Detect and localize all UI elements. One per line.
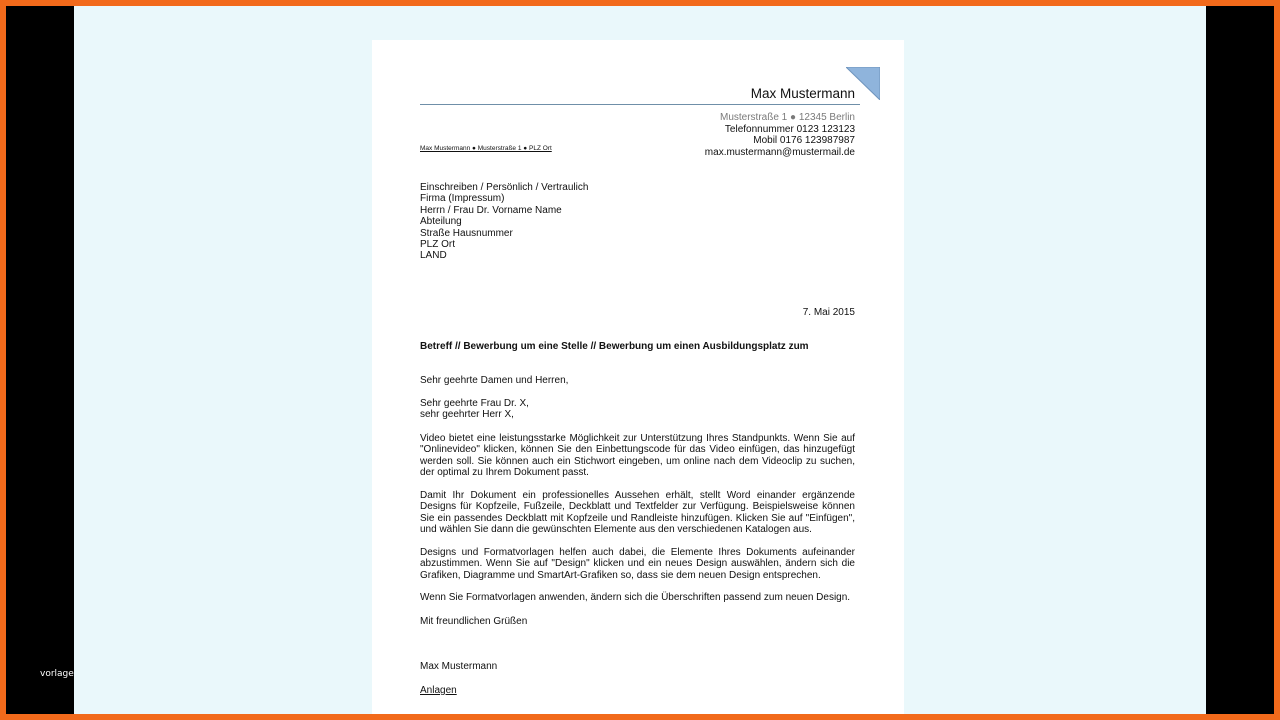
body-paragraph-4 — [420, 592, 855, 603]
subject-line: Betreff // Bewerbung um eine Stelle // Bewerbung um einen Ausbildungsplatz zum — [420, 341, 809, 352]
recipient-line: LAND — [420, 250, 447, 262]
closing: Mit freundlichen Grüßen — [420, 616, 528, 627]
body-paragraph-3 — [420, 547, 855, 581]
paragraph-text: Video bietet eine leistungsstarke Möglichkeit zur Unterstützung Ihres Standpunkts. Wenn Sie auf "Onlinevideo" klicken, können Sie den Einbettungscode für das Video einfügen, das hinzugefügt werden soll. Sie können auch ein Stichwort eingeben, um online nach dem Videoclip zu suchen, der optimal zu Ihrem Dokument passt. — [420, 433, 855, 479]
recipient-line: Straße Hausnummer — [420, 227, 513, 239]
sender-mobile: Mobil 0176 123987987 — [753, 135, 855, 146]
paragraph-text: Designs und Formatvorlagen helfen auch dabei, die Elemente Ihres Dokuments aufeinander abzustimmen. Wenn Sie auf "Design" klicken und ein neues Design auswählen, ändern sich die Grafiken, Diagramme und SmartArt-Grafiken so, dass sie dem neuen Design entsprechen. — [420, 547, 855, 581]
header-rule — [420, 104, 860, 105]
return-address-line: Max Mustermann ● Musterstraße 1 ● PLZ Ort — [420, 145, 552, 152]
paragraph-text: Wenn Sie Formatvorlagen anwenden, ändern sich die Überschriften passend zum neuen Design. — [420, 592, 851, 603]
recipient-address — [420, 182, 855, 262]
salutation-alt-2: sehr geehrter Herr X, — [420, 409, 514, 420]
salutation: Sehr geehrte Damen und Herren, — [420, 375, 569, 386]
recipient-line: Abteilung — [420, 216, 462, 228]
side-caption: vorlage — [40, 669, 74, 679]
sender-email: max.mustermann@mustermail.de — [704, 147, 855, 158]
signature-name: Max Mustermann — [420, 661, 498, 672]
sender-phone: Telefonnummer 0123 123123 — [724, 124, 855, 135]
letter-date: 7. Mai 2015 — [802, 307, 855, 318]
body-paragraph-2 — [420, 490, 855, 536]
recipient-line: Einschreiben / Persönlich / Vertraulich — [420, 182, 589, 193]
sender-address: Musterstraße 1 ● 12345 Berlin — [720, 112, 855, 123]
paragraph-text: Damit Ihr Dokument ein professionelles Aussehen erhält, stellt Word einander ergänzende Designs für Kopfzeile, Fußzeile, Deckblatt und Textfelder zur Verfügung. Beispielsweise können Sie ein passendes Deckblatt mit Kopfzeile und Randleiste hinzufügen. Klicken Sie auf "Einfügen", und wählen Sie dann die gewünschten Elemente aus den verschiedenen Katalogen aus. — [420, 490, 855, 536]
sender-name-header: Max Mustermann — [750, 86, 855, 101]
recipient-line: Firma (Impressum) — [420, 193, 505, 205]
recipient-line: PLZ Ort — [420, 239, 456, 251]
body-paragraph-1 — [420, 433, 855, 479]
attachments-label: Anlagen — [420, 685, 457, 696]
recipient-line: Herrn / Frau Dr. Vorname Name — [420, 204, 562, 216]
salutation-alt-1: Sehr geehrte Frau Dr. X, — [420, 398, 529, 409]
